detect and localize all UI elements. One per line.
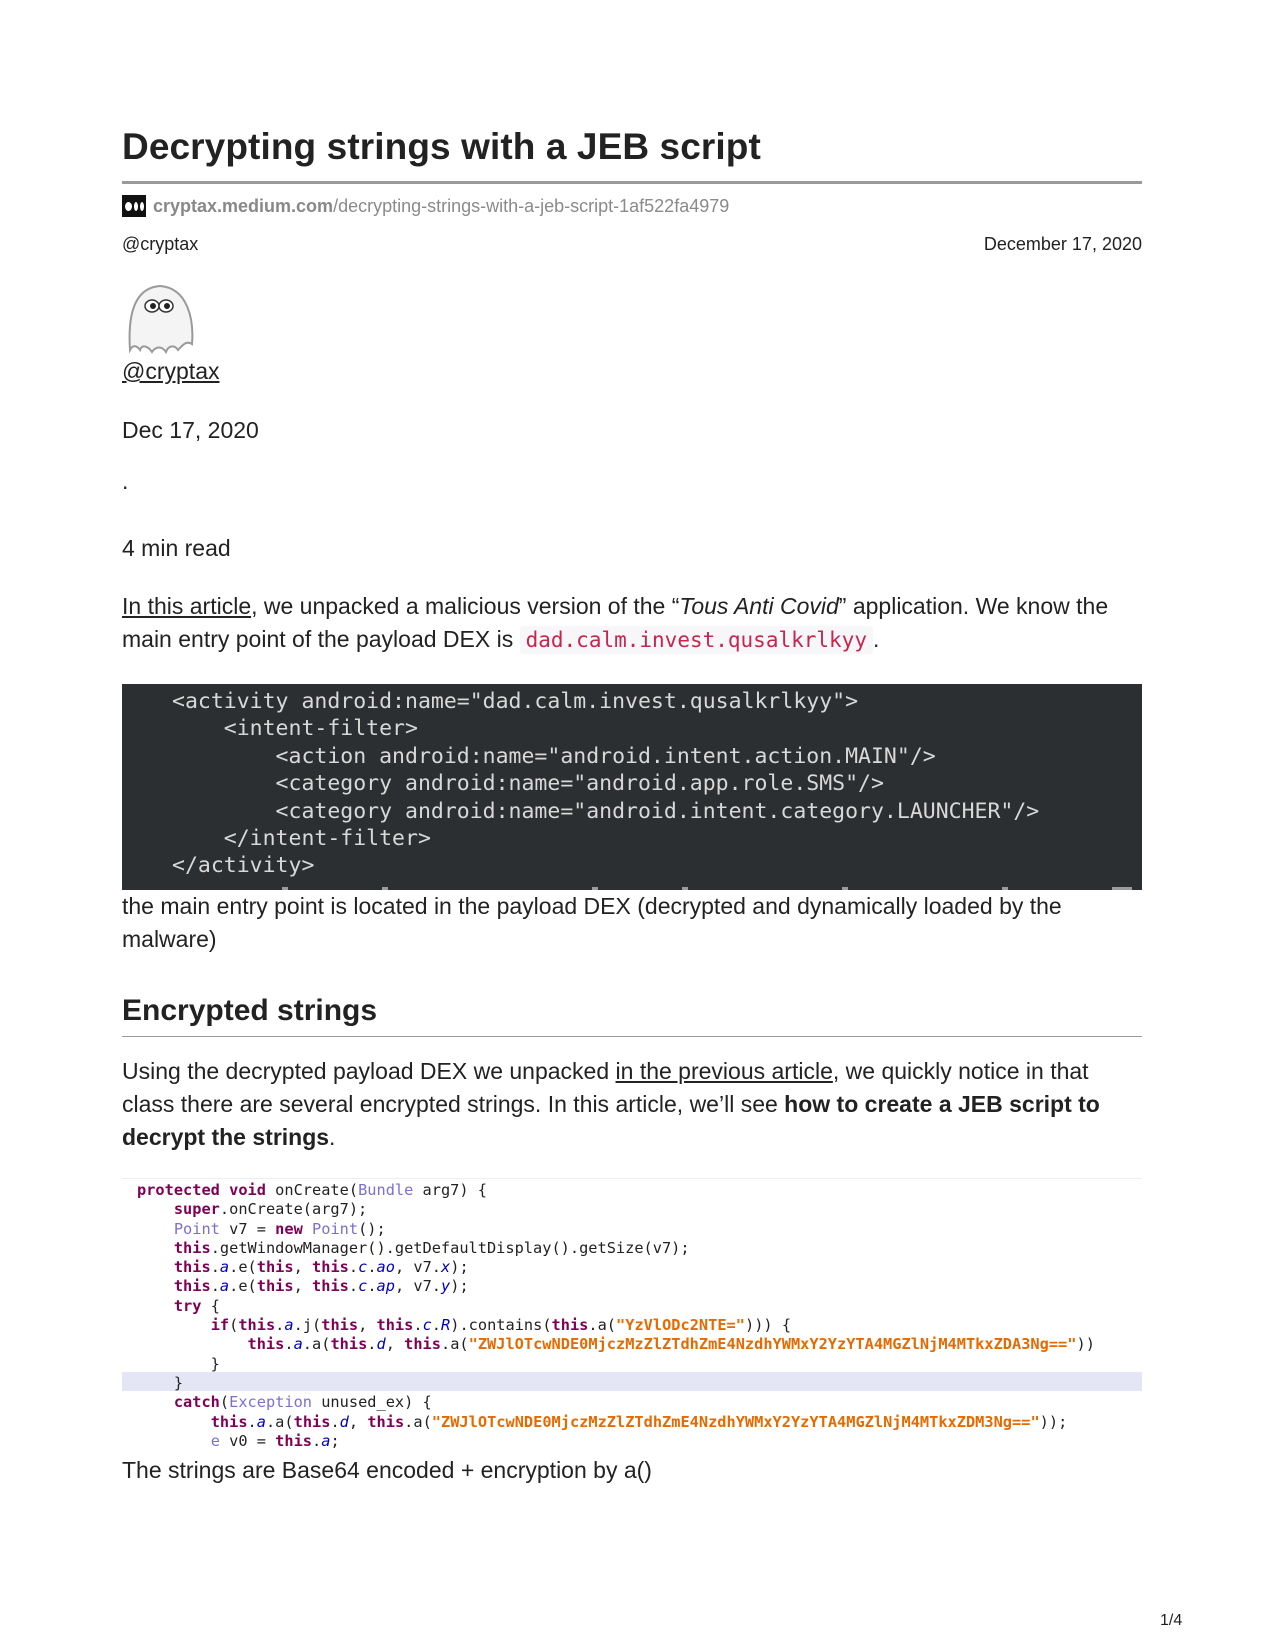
title-divider [122, 181, 1142, 184]
code-line: <category android:name="android.app.role.SMS"/> [172, 771, 884, 797]
manifest-caption: the main entry point is located in the payload DEX (decrypted and dynamically loaded by the malware) [122, 893, 1062, 952]
code-line: <category android:name="android.intent.category.LAUNCHER"/> [172, 798, 1040, 824]
read-time: 4 min read [122, 535, 231, 561]
meta-separator: . [122, 468, 129, 494]
publish-date: Dec 17, 2020 [122, 417, 259, 443]
code-line: <action android:name="android.intent.action.MAIN"/> [172, 743, 936, 769]
code-line: </activity> [172, 853, 315, 879]
section-heading: Encrypted strings [122, 994, 378, 1027]
medium-logo-icon [122, 195, 146, 217]
encrypted-string: ZWJlOTcwNDE0MjczMzZlZTdhZmE4NzdhYWMxY2YzYTA4MGZlNjM4MTkxZDM3Ng== [441, 1412, 1031, 1431]
encrypted-string: YzVlODc2NTE= [625, 1316, 736, 1335]
bold-text: how to create a JEB script to decrypt the strings [122, 1091, 1100, 1150]
encrypted-string: ZWJlOTcwNDE0MjczMzZlZTdhZmE4NzdhYWMxY2YzYTA4MGZlNjM4MTkxZDA3Ng== [477, 1335, 1068, 1354]
intro-paragraph: In this article, we unpacked a malicious version of the “Tous Anti Covid” application. We know the main entry point of the payload DEX is dad.calm.invest.qusalkrlkyy . [122, 593, 1109, 652]
code-line: <intent-filter> [172, 716, 418, 742]
section-paragraph: Using the decrypted payload DEX we unpacked in the previous article, we quickly notice in that class there are several encrypted strings. In this article, we’ll see how to create a JEB script to decrypt the strings. [122, 1058, 1100, 1150]
in-this-article-link[interactable]: In this article [122, 593, 252, 619]
java-code-screenshot: protected void onCreate(Bundle arg7) { super.onCreate(arg7); Point v7 = new Point(); this.getWindowManager().getDefaultDisplay().getSize(v7); this.a.e(this, this.c.ao, v7.x); this.a.e(this, this.c.ap, v7.y); try { if(this.a.j(this, this.c.R).contains(this.a("YzVlODc2NTE="))) { this.a.a(this.d, this.a("ZWJlOTcwNDE0MjczMzZlZTdhZmE4NzdhYWMxY2YzYTA4MGZlNjM4MTkxZDA3Ng==")) } } catch(Exception unused_ex) { this.a.a(this.d, this.a("ZWJlOTcwNDE0MjczMzZlZTdhZmE4NzdhYWMxY2YzYTA4MGZlNjM4MTkxZDM3Ng==")); e v0 = this.a; [122, 1178, 1142, 1449]
code-line: </intent-filter> [172, 826, 431, 852]
cut-off-top-text [122, 684, 1142, 685]
source-url[interactable] [122, 195, 729, 217]
manifest-code-screenshot [122, 684, 1142, 890]
header-date: December 17, 2020 [983, 234, 1142, 254]
app-name: Tous Anti Covid [679, 593, 839, 619]
previous-article-link[interactable]: in the previous article [615, 1058, 833, 1084]
page-number: 1/4 [1160, 1612, 1183, 1629]
source-domain: cryptax.medium.com [153, 195, 334, 216]
ghost-avatar-icon[interactable] [122, 280, 198, 356]
article-title: Decrypting strings with a JEB script [122, 126, 761, 167]
section-divider [122, 1036, 1142, 1037]
code-line: <activity android:name="dad.calm.invest.qusalkrlkyy"> [172, 689, 859, 714]
header-author-handle: @cryptax [122, 234, 199, 254]
source-path: /decrypting-strings-with-a-jeb-script-1af522fa4979 [333, 195, 730, 216]
code-caption: The strings are Base64 encoded + encryption by a() [122, 1457, 652, 1483]
entry-point-code: dad.calm.invest.qusalkrlkyy [520, 626, 873, 654]
author-link[interactable]: @cryptax [122, 358, 220, 384]
